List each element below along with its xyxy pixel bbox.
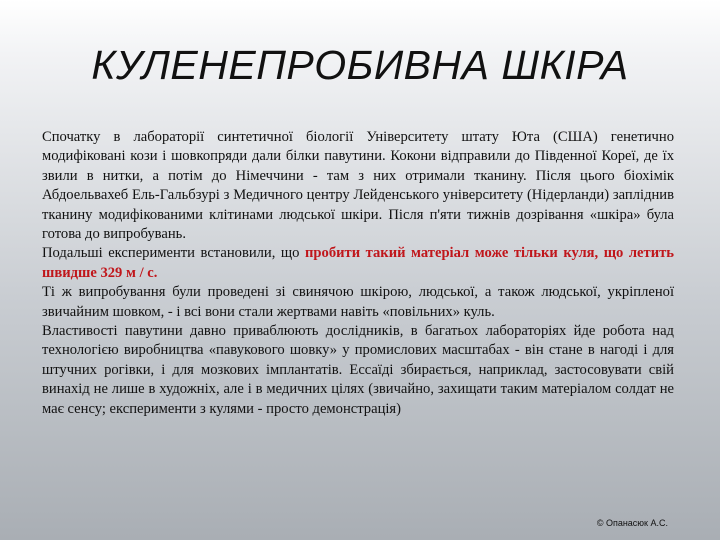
paragraph-2 bbox=[42, 244, 674, 283]
paragraph-2-text: Подальші експерименти встановили, що bbox=[42, 245, 305, 262]
slide-body bbox=[42, 128, 674, 419]
paragraph-3: Ті ж випробування були проведені зі свинячою шкірою, людської, а також людської, укріпленої звичайним шовком, - і всі вони стали жертвами навіть «повільних» куль. bbox=[42, 284, 674, 320]
paragraph-4: Властивості павутини давно приваблюють дослідників, в багатьох лабораторіях йде робота над технологією виробництва «павукового шовку» у промислових масштабах - він стане в нагоді і для штучних рогівки, і для мозкових імплантатів. Ессаїді збирається, наприклад, застосовувати свій винахід не лише в художніх, але і в медичних цілях (звичайно, захищати таким матеріалом солдат не має сенсу; експерименти з кулями - просто демонстрація) bbox=[42, 323, 674, 417]
highlighted-text: пробити такий матеріал може тільки куля, що летить швидше 329 м / с. bbox=[42, 245, 674, 281]
slide-title: КУЛЕНЕПРОБИВНА ШКІРА bbox=[91, 42, 629, 88]
copyright-footer: © Опанасюк А.С. bbox=[596, 518, 668, 528]
paragraph-1: Спочатку в лабораторії синтетичної біології Університету штату Юта (США) генетично модифіковані кози і шовкопряди дали білки павутини. Кокони відправили до Південної Кореї, де їх звили в нитки, а потім до Німеччини - там з них отримали тканину. Після цього біохімік Абдоельвахеб Ель-Гальбзурі з Медичного центру Лейденського університету (Нідерланди) запліднив тканину модифікованими клітинами людської шкіри. Після п'яти тижнів дозрівання «шкіра» була готова до випробувань. bbox=[42, 129, 674, 243]
